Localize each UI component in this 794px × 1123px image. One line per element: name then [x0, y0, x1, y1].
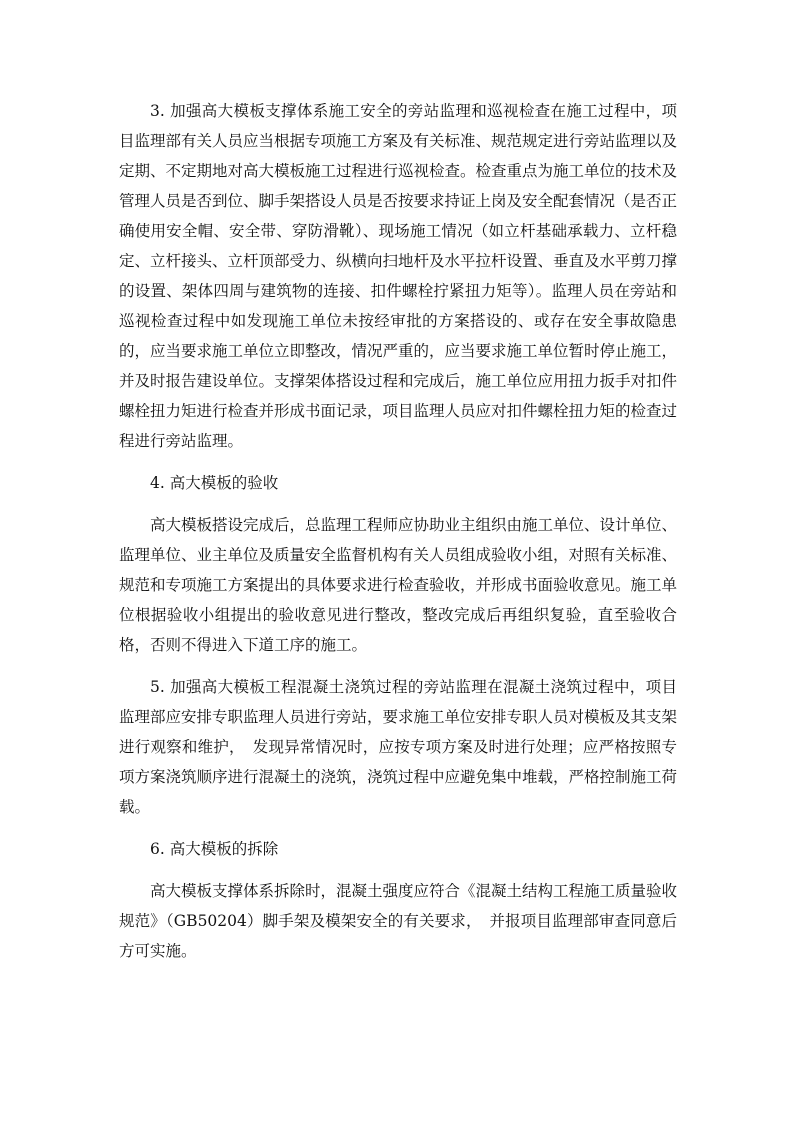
document-body — [119, 96, 677, 966]
paragraph-spacer — [119, 498, 677, 510]
paragraph-spacer — [119, 660, 677, 672]
heading-6-removal: 6. 高大模板的拆除 — [150, 840, 279, 858]
paragraph-6-removal: 高大模板支撑体系拆除时，混凝土强度应符合《混凝土结构工程施工质量验收规范》（GB50204）脚手架及模架安全的有关要求， 并报项目监理部审查同意后方可实施。 — [119, 882, 678, 960]
paragraph-5-concrete-pouring: 5. 加强高大模板工程混凝土浇筑过程的旁站监理在混凝土浇筑过程中，项目监理部应安排专职监理人员进行旁站，要求施工单位安排专职人员对模板及其支架进行观察和维护， 发现异常情况时，应按专项方案及时进行处理；应严格按照专项方案浇筑顺序进行混凝土的浇筑，浇筑过程中应避免集中堆载，严格控制施工荷载。 — [119, 678, 678, 816]
paragraph-spacer — [119, 456, 677, 468]
paragraph-3-site-supervision: 3. 加强高大模板支撑体系施工安全的旁站监理和巡视检查在施工过程中，项目监理部有关人员应当根据专项施工方案及有关标准、规范规定进行旁站监理以及定期、不定期地对高大模板施工过程进行巡视检查。检查重点为施工单位的技术及管理人员是否到位、脚手架搭设人员是否按要求持证上岗及安全配套情况（是否正确使用安全帽、安全带、穿防滑靴）、现场施工情况（如立杆基础承载力、立杆稳定、立杆接头、立杆顶部受力、纵横向扫地杆及水平拉杆设置、垂直及水平剪刀撑的设置、架体四周与建筑物的连接、扣件螺栓拧紧扭力矩等）。监理人员在旁站和巡视检查过程中如发现施工单位未按经审批的方案搭设的、或存在安全事故隐患的，应当要求施工单位立即整改，情况严重的，应当要求施工单位暂时停止施工，并及时报告建设单位。支撑架体搭设过程和完成后，施工单位应用扭力扳手对扣件螺栓扭力矩进行检查并形成书面记录，项目监理人员应对扣件螺栓扭力矩的检查过程进行旁站监理。 — [119, 102, 678, 450]
paragraph-spacer — [119, 822, 677, 834]
heading-4-acceptance: 4. 高大模板的验收 — [150, 474, 279, 492]
paragraph-4-acceptance: 高大模板搭设完成后，总监理工程师应协助业主组织由施工单位、设计单位、监理单位、业主单位及质量安全监督机构有关人员组成验收小组，对照有关标准、规范和专项施工方案提出的具体要求进行检查验收，并形成书面验收意见。施工单位根据验收小组提出的验收意见进行整改，整改完成后再组织复验，直至验收合格，否则不得进入下道工序的施工。 — [119, 516, 678, 654]
paragraph-spacer — [119, 864, 677, 876]
